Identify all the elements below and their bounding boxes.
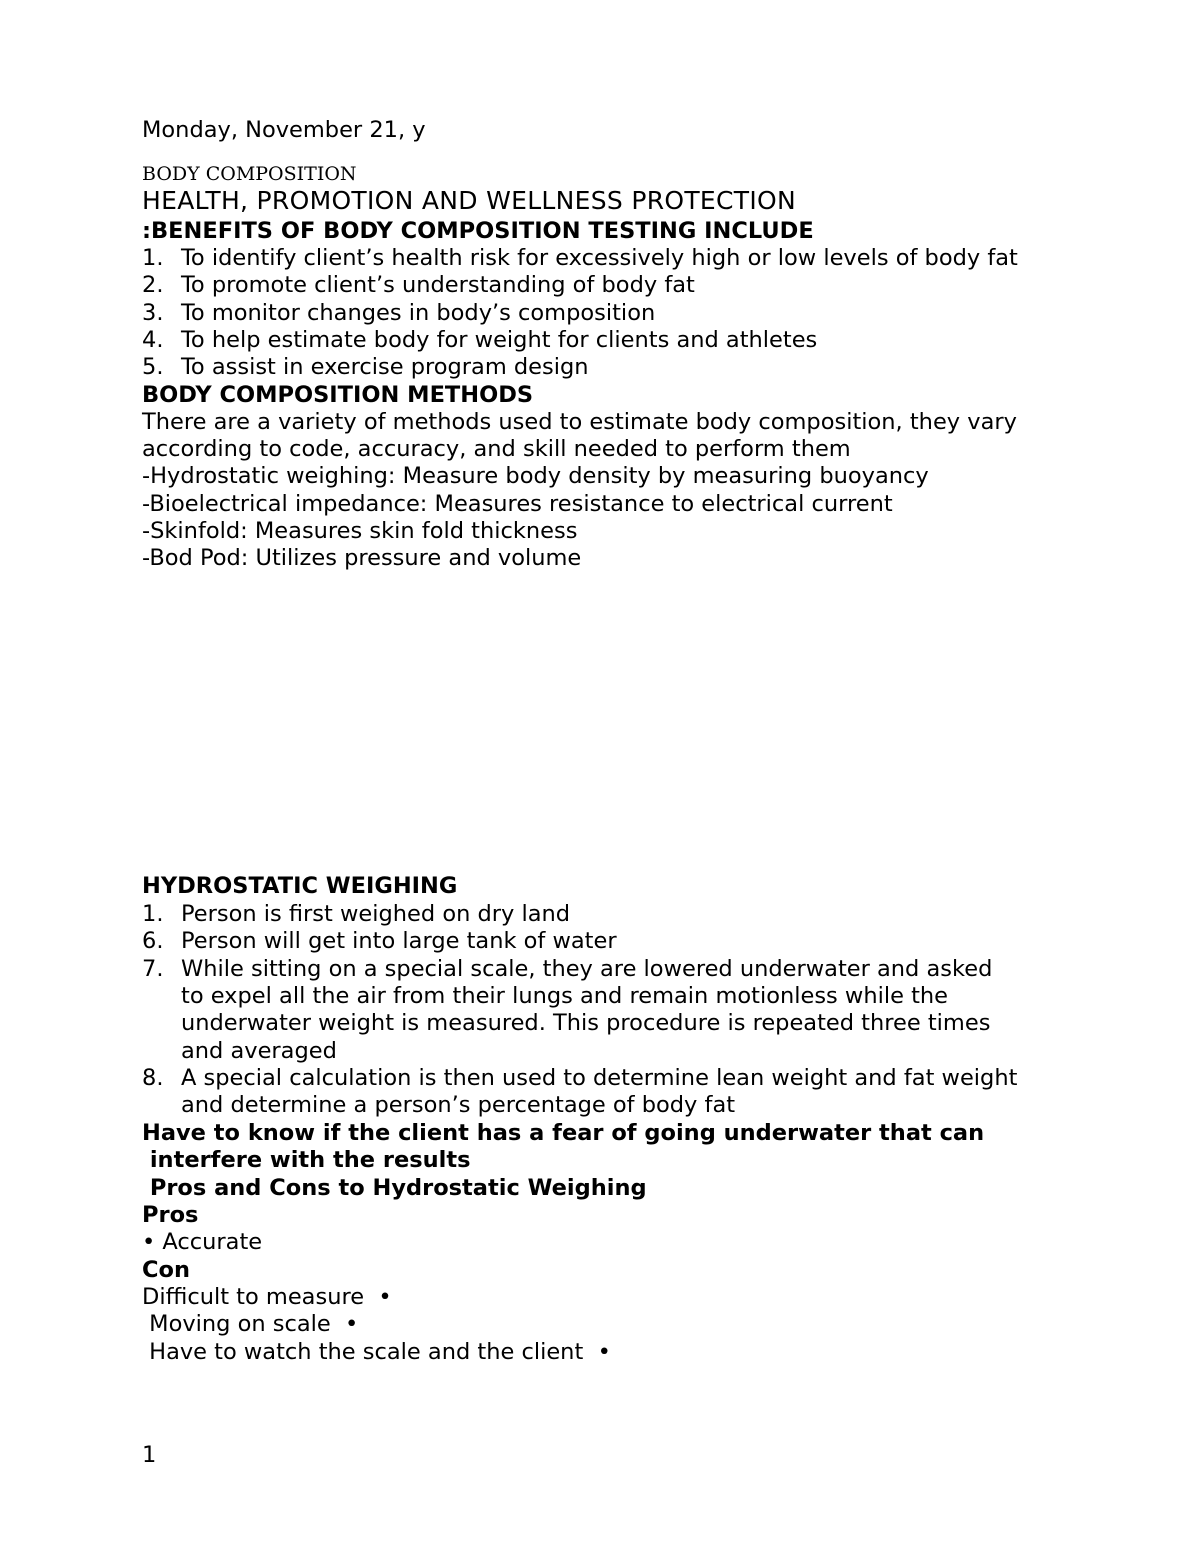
- main-title: HEALTH, PROMOTION AND WELLNESS PROTECTION: [142, 186, 797, 215]
- list-text-continuation: and determine a person’s percentage of body fat: [181, 1092, 736, 1118]
- list-text: To assist in exercise program design: [181, 354, 589, 380]
- list-item: [142, 928, 617, 955]
- pros-cons-heading: Pros and Cons to Hydrostatic Weighing: [142, 1175, 647, 1201]
- list-item: [142, 956, 992, 983]
- list-text: To help estimate body for weight for clients and athletes: [181, 327, 818, 353]
- list-text: A special calculation is then used to determine lean weight and fat weight: [181, 1065, 1018, 1091]
- list-text-continuation: underwater weight is measured. This procedure is repeated three times: [181, 1010, 991, 1036]
- list-text-continuation: to expel all the air from their lungs and remain motionless while the: [181, 983, 949, 1009]
- list-number: 4.: [142, 327, 164, 353]
- list-text: Person will get into large tank of water: [181, 928, 617, 954]
- method-item: -Bod Pod: Utilizes pressure and volume: [142, 545, 582, 571]
- hydrostatic-heading: HYDROSTATIC WEIGHING: [142, 873, 458, 899]
- list-number: 3.: [142, 300, 164, 326]
- con-item: Have to watch the scale and the client •: [142, 1339, 611, 1365]
- list-number: 8.: [142, 1065, 164, 1091]
- list-text: To promote client’s understanding of body fat: [181, 272, 695, 298]
- list-item: [142, 272, 695, 299]
- list-number: 1.: [142, 901, 164, 927]
- benefits-heading: :BENEFITS OF BODY COMPOSITION TESTING INCLUDE: [142, 218, 814, 244]
- method-item: -Bioelectrical impedance: Measures resistance to electrical current: [142, 491, 893, 517]
- con-item: Moving on scale •: [142, 1311, 359, 1337]
- list-number: 5.: [142, 354, 164, 380]
- list-number: 7.: [142, 956, 164, 982]
- methods-intro-line: There are a variety of methods used to estimate body composition, they vary: [142, 409, 1017, 435]
- list-text-continuation: and averaged: [181, 1038, 337, 1064]
- warning-line: Have to know if the client has a fear of going underwater that can: [142, 1120, 985, 1146]
- list-item: [142, 300, 655, 327]
- list-text: To monitor changes in body’s composition: [181, 300, 656, 326]
- list-item: [142, 245, 1018, 272]
- method-item: -Hydrostatic weighing: Measure body density by measuring buoyancy: [142, 463, 929, 489]
- con-item: Difficult to measure •: [142, 1284, 392, 1310]
- list-number: 6.: [142, 928, 164, 954]
- pro-item: • Accurate: [142, 1229, 263, 1255]
- pros-label: Pros: [142, 1202, 199, 1228]
- list-text: Person is first weighed on dry land: [181, 901, 571, 927]
- method-item: -Skinfold: Measures skin fold thickness: [142, 518, 578, 544]
- list-item: [142, 327, 817, 354]
- methods-heading: BODY COMPOSITION METHODS: [142, 382, 534, 408]
- list-item: [142, 354, 589, 381]
- page-number: 1: [142, 1442, 157, 1468]
- date-line: Monday, November 21, y: [142, 117, 426, 143]
- warning-line: interfere with the results: [142, 1147, 471, 1173]
- list-item: [142, 901, 570, 928]
- list-number: 1.: [142, 245, 164, 271]
- list-item: [142, 1065, 1017, 1092]
- con-label: Con: [142, 1257, 190, 1283]
- subject-heading: BODY COMPOSITION: [142, 163, 357, 185]
- methods-intro-line: according to code, accuracy, and skill needed to perform them: [142, 436, 851, 462]
- list-text: While sitting on a special scale, they are lowered underwater and asked: [181, 956, 993, 982]
- list-text: To identify client’s health risk for excessively high or low levels of body fat: [181, 245, 1018, 271]
- list-number: 2.: [142, 272, 164, 298]
